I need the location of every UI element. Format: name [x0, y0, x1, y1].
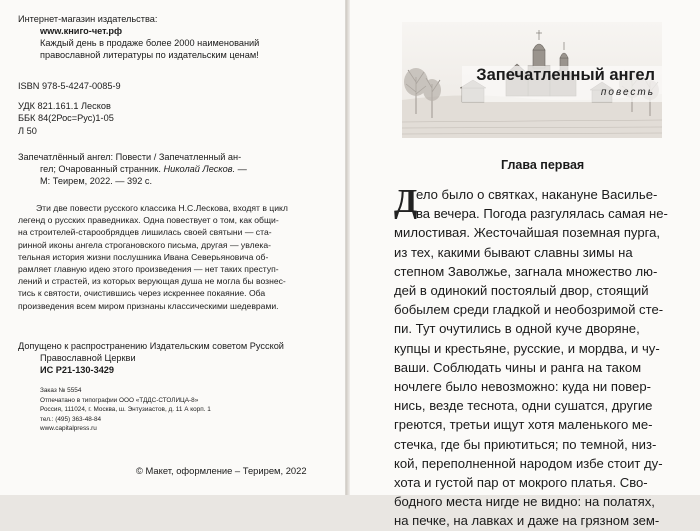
approval-line: Допущено к распространению Издательским советом Русской — [18, 341, 284, 351]
drop-cap: Д — [394, 183, 418, 220]
biblio-line — [40, 163, 247, 175]
approval-line: Православной Церкви — [40, 353, 136, 363]
body-line: хота и густой пар от мокрого платья. Сво- — [394, 475, 648, 491]
bbk: ББК 84(2Рос=Рус)1-05 — [18, 113, 114, 123]
udk: УДК 821.161.1 Лесков — [18, 101, 111, 111]
right-page — [350, 0, 700, 529]
chapter-title: Глава первая — [501, 158, 585, 172]
store-header-line: Каждый день в продаже более 2000 наименований — [40, 38, 260, 48]
printing-line: Заказ № 5554 — [40, 387, 82, 394]
store-header-line: Интернет-магазин издательства: — [18, 14, 158, 24]
catalog-code: Л 50 — [18, 126, 37, 136]
annotation-line: легенд о русских праведниках. Одна повествует о том, как общи- — [18, 215, 279, 226]
annotation-line: тельная история жизни послушника Ивана Северьяновича об- — [18, 251, 269, 262]
left-page — [0, 0, 346, 495]
body-line: на печке, на лавках и даже на грязном зем- — [394, 513, 660, 529]
body-line: степном Заволжье, загнала множество лю- — [394, 263, 658, 279]
printing-line: тел.: (495) 363-48-84 — [40, 415, 102, 423]
printing-line: Отпечатано в типографии ООО «ТДДС-СТОЛИЦА-8» — [40, 396, 199, 404]
biblio-line: М: Теирем, 2022. — 392 с. — [40, 176, 153, 186]
body-line: кой, переполненной народом избе стоит ду- — [394, 455, 663, 471]
body-line: ело было о святках, накануне Василье- — [416, 187, 658, 202]
body-line: милостивая. Жесточайшая поземная пурга, — [394, 225, 661, 241]
annotation-line: лений и страстей, из которых верующая душа не могла бы вознес- — [18, 276, 286, 287]
body-line: из тех, какими бывают славны зимы на — [394, 244, 633, 260]
annotation-line: рамляет главную идею этого произведения — нет таких преступ- — [18, 264, 279, 275]
biblio-title-part: гел; Очарованный странник. — [40, 164, 161, 174]
annotation-line: тись к святости, очистившись через искреннее покаяние. Оба — [18, 288, 266, 299]
body-line: бобылем среди гладкой и необозримой сте- — [394, 302, 664, 318]
annotation-line: на строителей-старообрядцев лишилась своей святыни — ста- — [18, 227, 272, 238]
book-subtitle: повесть — [600, 87, 655, 98]
book-title: Запечатленный ангел — [476, 66, 655, 84]
biblio-author: Николай Лесков. — — [163, 164, 247, 174]
chapter-body — [394, 185, 668, 531]
body-line: пи. Тут очутились в одной куче дворяне, — [394, 321, 640, 337]
body-line: дей в одинокий постоялый двор, стоящий — [394, 283, 649, 299]
printing-line: www.capitalpress.ru — [40, 425, 97, 433]
body-line: ночлеге было невозможно: куда ни повер- — [394, 379, 651, 395]
book-title-block — [465, 66, 655, 98]
body-line: греются, третьи ищут хотя маленького ме- — [394, 417, 653, 433]
body-line: нись, везде теснота, одни сушатся, другие — [394, 398, 653, 414]
isbn: ISBN 978-5-4247-0085-9 — [18, 81, 121, 91]
approval-number: ИС Р21-130-3429 — [40, 365, 115, 375]
body-line: ваши. Соблюдать чины и ранга на таком — [394, 359, 642, 375]
body-line: ва вечера. Погода разгулялась самая не- — [416, 206, 668, 222]
biblio-line: Запечатлённый ангел: Повести / Запечатленный ан- — [18, 152, 242, 162]
store-site: www.книго-чет.рф — [40, 26, 123, 36]
annotation-line: ринной иконы ангела строгановского письма, другая — увлека- — [18, 239, 271, 250]
printing-info — [40, 386, 211, 434]
body-line: стечка, где бы приютиться; по темной, низ- — [394, 436, 657, 452]
copyright: © Макет, оформление – Терирем, 2022 — [136, 465, 307, 476]
printing-line: Россия, 111024, г. Москва, ш. Энтузиастов, д. 11 А корп. 1 — [40, 406, 211, 414]
store-header-line: православной литературы по издательским ценам! — [40, 50, 259, 60]
annotation — [18, 202, 288, 312]
annotation-line: произведения всем миром признаны классическими шедеврами. — [18, 300, 279, 311]
body-line: бодного места нигде не видно: на полатях, — [394, 494, 655, 510]
annotation-line: Эти две повести русского классика Н.С.Лескова, входят в цикл — [36, 203, 288, 213]
body-line: купцы и крестьяне, русские, и мордва, и чу- — [394, 340, 660, 356]
